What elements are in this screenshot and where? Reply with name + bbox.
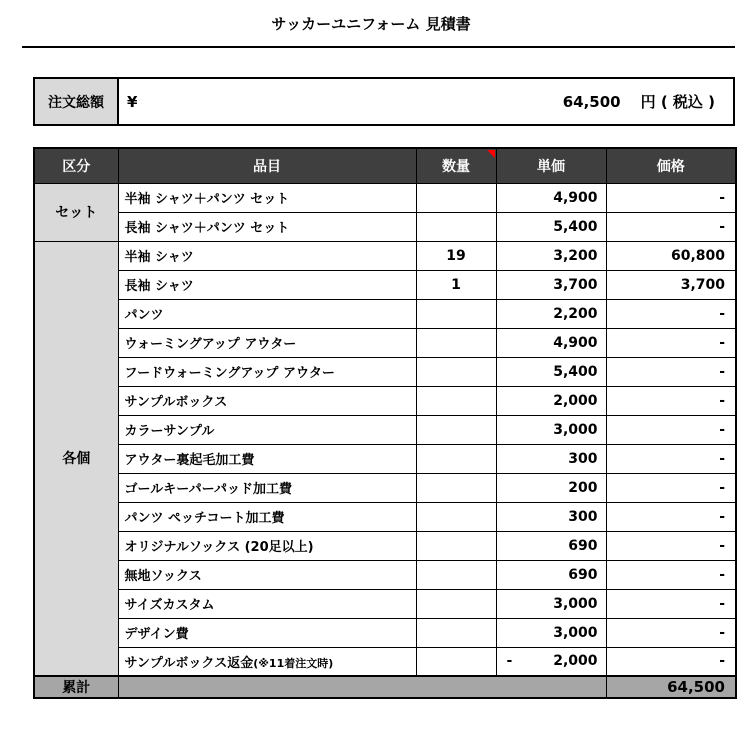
- item-name-cell[interactable]: [118, 502, 416, 531]
- item-name: サンプルボックス: [124, 395, 228, 410]
- item-unit-price-cell[interactable]: 2,000: [496, 386, 606, 415]
- item-unit-price-cell[interactable]: 4,900: [496, 328, 606, 357]
- item-name: ゴールキーパーパッド加工費: [124, 482, 292, 497]
- item-unit-price-cell[interactable]: 3,200: [496, 241, 606, 270]
- item-qty-cell[interactable]: [416, 415, 496, 444]
- order-total-unit: 円 ( 税込 ): [640, 93, 715, 111]
- item-name-cell[interactable]: [118, 647, 416, 676]
- item-price-cell[interactable]: -: [606, 647, 736, 676]
- item-unit-price-cell[interactable]: 300: [496, 502, 606, 531]
- item-name-cell[interactable]: [118, 183, 416, 212]
- item-unit-price-cell[interactable]: 690: [496, 531, 606, 560]
- item-price-cell[interactable]: -: [606, 502, 736, 531]
- item-qty-cell[interactable]: [416, 502, 496, 531]
- item-price-cell[interactable]: -: [606, 212, 736, 241]
- item-price-cell[interactable]: -: [606, 386, 736, 415]
- header-item[interactable]: 品目: [118, 148, 416, 183]
- item-price-cell[interactable]: -: [606, 560, 736, 589]
- item-name-cell[interactable]: [118, 560, 416, 589]
- item-name: オリジナルソックス (20足以上): [124, 540, 314, 555]
- footer-row: [34, 676, 736, 698]
- item-row: [34, 299, 736, 328]
- item-price-cell[interactable]: -: [606, 299, 736, 328]
- order-total-box: [33, 77, 735, 126]
- order-total-value-cell[interactable]: [119, 79, 733, 124]
- item-qty-cell[interactable]: 19: [416, 241, 496, 270]
- item-name: デザイン費: [124, 627, 189, 642]
- item-qty-cell[interactable]: [416, 386, 496, 415]
- header-row: [34, 148, 736, 183]
- item-row: [34, 647, 736, 676]
- item-name: アウター裏起毛加工費: [124, 453, 255, 468]
- item-unit-price-cell[interactable]: 3,700: [496, 270, 606, 299]
- item-qty-cell[interactable]: [416, 328, 496, 357]
- item-price-cell[interactable]: -: [606, 444, 736, 473]
- title-divider: [22, 46, 735, 48]
- item-price-cell[interactable]: -: [606, 328, 736, 357]
- item-name: 長袖 シャツ: [124, 279, 194, 294]
- item-name: パンツ ペッチコート加工費: [124, 511, 285, 526]
- item-qty-cell[interactable]: [416, 647, 496, 676]
- item-name: フードウォーミングアップ アウター: [124, 366, 335, 381]
- item-price-cell[interactable]: -: [606, 473, 736, 502]
- item-row: [34, 618, 736, 647]
- item-unit-price-cell[interactable]: 5,400: [496, 357, 606, 386]
- comment-marker-icon: [487, 150, 495, 158]
- item-qty-cell[interactable]: [416, 589, 496, 618]
- footer-label-cell[interactable]: 累計: [34, 676, 118, 698]
- item-unit-price-cell[interactable]: 4,900: [496, 183, 606, 212]
- page-title: サッカーユニフォーム 見積書: [271, 15, 471, 33]
- item-price-cell[interactable]: -: [606, 183, 736, 212]
- item-row: [34, 241, 736, 270]
- table-footer: [34, 676, 736, 698]
- item-unit-price-cell[interactable]: 200: [496, 473, 606, 502]
- item-unit-price-cell[interactable]: 3,000: [496, 618, 606, 647]
- item-qty-cell[interactable]: [416, 618, 496, 647]
- footer-spacer-cell[interactable]: [118, 676, 606, 698]
- header-unit-price[interactable]: 単価: [496, 148, 606, 183]
- item-unit-price-cell[interactable]: 690: [496, 560, 606, 589]
- item-name-cell[interactable]: [118, 241, 416, 270]
- item-row: [34, 560, 736, 589]
- item-name-cell[interactable]: [118, 299, 416, 328]
- item-name-cell[interactable]: [118, 473, 416, 502]
- item-row: [34, 212, 736, 241]
- item-unit-price-cell[interactable]: 5,400: [496, 212, 606, 241]
- item-name: 半袖 シャツ: [124, 250, 194, 265]
- unit-price-value: 2,000: [553, 653, 598, 670]
- item-row: [34, 589, 736, 618]
- item-name: サンプルボックス返金: [124, 655, 254, 671]
- item-name-cell[interactable]: [118, 357, 416, 386]
- item-row: [34, 502, 736, 531]
- header-price[interactable]: 価格: [606, 148, 736, 183]
- table-body: [34, 183, 736, 676]
- item-qty-cell[interactable]: [416, 183, 496, 212]
- item-qty-cell[interactable]: [416, 212, 496, 241]
- item-price-cell[interactable]: 60,800: [606, 241, 736, 270]
- item-unit-price-cell[interactable]: 2,200: [496, 299, 606, 328]
- item-unit-price-cell[interactable]: 300: [496, 444, 606, 473]
- item-qty-cell[interactable]: [416, 357, 496, 386]
- item-row: [34, 473, 736, 502]
- item-price-cell[interactable]: -: [606, 589, 736, 618]
- item-name-cell[interactable]: [118, 618, 416, 647]
- header-quantity[interactable]: 数量: [416, 148, 496, 183]
- item-unit-price-cell[interactable]: [496, 647, 606, 676]
- item-name: 無地ソックス: [124, 569, 202, 584]
- item-row: [34, 270, 736, 299]
- item-name: サイズカスタム: [124, 598, 215, 613]
- item-price-cell[interactable]: -: [606, 357, 736, 386]
- item-name: パンツ: [124, 308, 164, 323]
- item-price-cell[interactable]: -: [606, 531, 736, 560]
- negative-amount: [497, 653, 598, 669]
- item-name-cell[interactable]: [118, 415, 416, 444]
- item-qty-cell[interactable]: [416, 560, 496, 589]
- order-total-label-cell[interactable]: 注文総額: [35, 79, 119, 124]
- item-name: 半袖 シャツ＋パンツ セット: [124, 192, 290, 207]
- currency-symbol: ¥: [127, 92, 138, 111]
- item-name: ウォーミングアップ アウター: [124, 337, 297, 352]
- item-row: [34, 415, 736, 444]
- item-price-cell[interactable]: -: [606, 618, 736, 647]
- item-price-cell[interactable]: -: [606, 415, 736, 444]
- item-unit-price-cell[interactable]: 3,000: [496, 589, 606, 618]
- order-total-amount: 64,500: [562, 92, 621, 111]
- item-name-cell[interactable]: [118, 212, 416, 241]
- quotation-table: [33, 147, 737, 699]
- item-row: [34, 357, 736, 386]
- category-cell-0[interactable]: セット: [34, 183, 118, 241]
- item-qty-cell[interactable]: [416, 473, 496, 502]
- item-name-cell[interactable]: [118, 328, 416, 357]
- item-name-cell[interactable]: [118, 589, 416, 618]
- item-qty-cell[interactable]: [416, 444, 496, 473]
- item-name: カラーサンプル: [124, 424, 215, 439]
- item-name-cell[interactable]: [118, 386, 416, 415]
- item-name: 長袖 シャツ＋パンツ セット: [124, 221, 290, 236]
- category-cell-1[interactable]: 各個: [34, 241, 118, 676]
- minus-sign: -: [506, 653, 513, 670]
- item-row: [34, 531, 736, 560]
- item-row: [34, 386, 736, 415]
- table-header: [34, 148, 736, 183]
- item-note: (※11着注文時): [253, 656, 334, 670]
- item-qty-cell[interactable]: 1: [416, 270, 496, 299]
- item-price-cell[interactable]: 3,700: [606, 270, 736, 299]
- item-row: [34, 328, 736, 357]
- item-name-cell[interactable]: [118, 444, 416, 473]
- footer-total-cell[interactable]: 64,500: [606, 676, 736, 698]
- item-row: [34, 444, 736, 473]
- header-category[interactable]: 区分: [34, 148, 118, 183]
- item-name-cell[interactable]: [118, 531, 416, 560]
- item-name-cell[interactable]: [118, 270, 416, 299]
- item-unit-price-cell[interactable]: 3,000: [496, 415, 606, 444]
- item-qty-cell[interactable]: [416, 299, 496, 328]
- item-row: [34, 183, 736, 212]
- item-qty-cell[interactable]: [416, 531, 496, 560]
